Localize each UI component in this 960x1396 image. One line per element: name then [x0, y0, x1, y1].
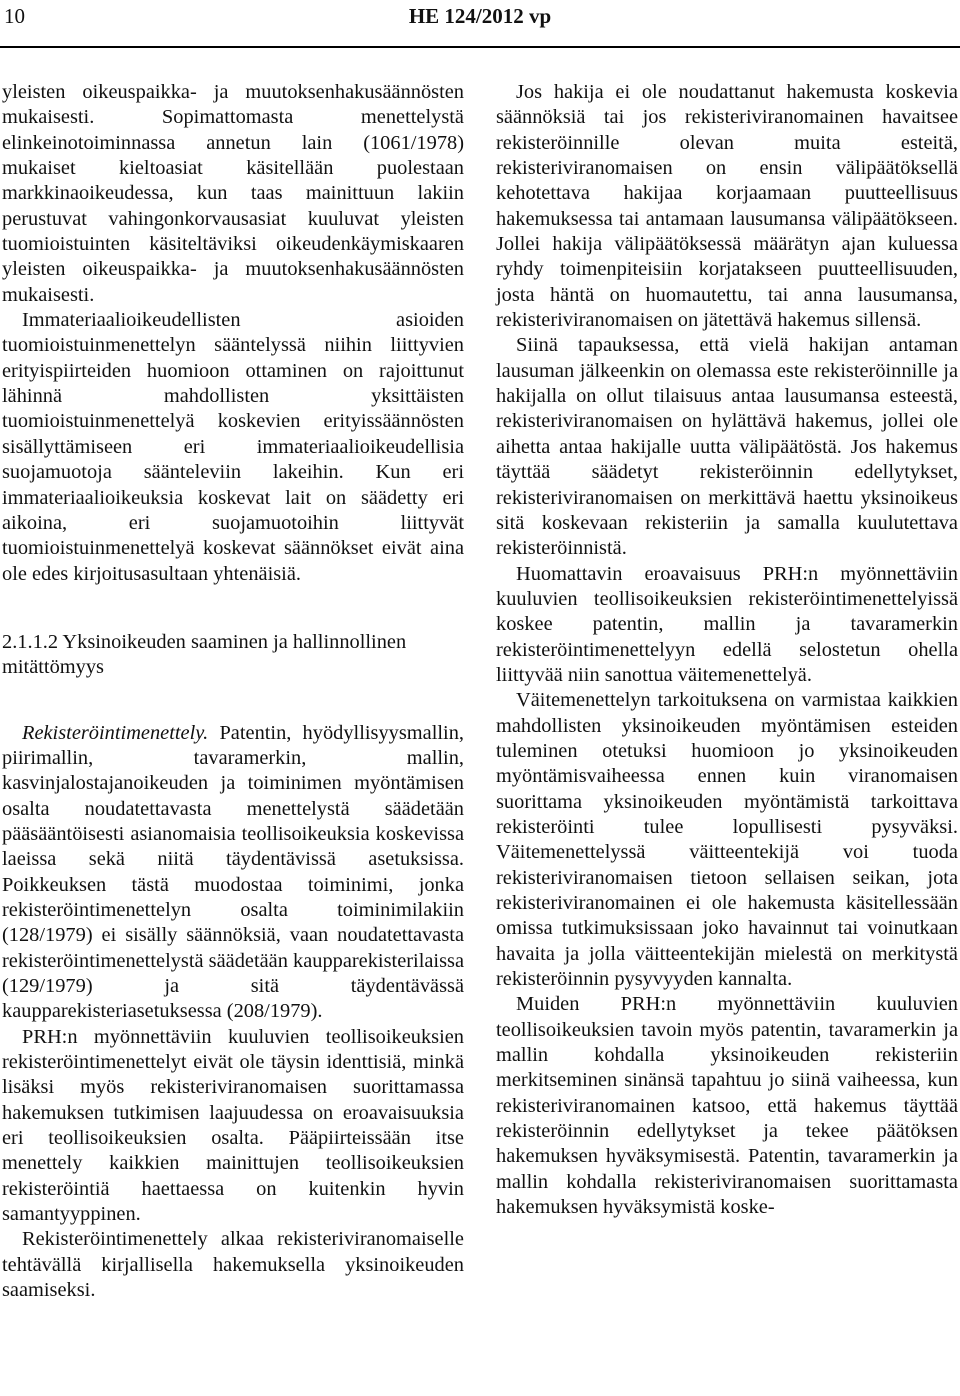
section-heading: 2.1.1.2 Yksinoikeuden saaminen ja hallinnollinen mitättömyys	[2, 630, 407, 679]
paragraph: Muiden PRH:n myönnettäviin kuuluvien teollisoikeuksien tavoin myös patentin, tavaramerkin ja mallin kohdalla yksinoikeuden rekisteriin merkitseminen sinänsä tapahtuu jo siinä vaiheessa, kun rekisteriviranomainen katsoo, että hakemus täyttää rekisteröinnin edellytykset ja tekee päätöksen hakemuksen hyväksymisestä. Patentin, tavaramerkin ja mallin kohdalla rekisteriviranomaisen suorittamasta hakemuksen hyväksymistä koske-	[496, 993, 958, 1219]
page-number: 10	[4, 4, 25, 28]
paragraph: Immateriaalioikeudellisten asioiden tuomioistuinmenettelyn sääntelyssä niihin liittyvien erityispiirteiden huomioon ottaminen on rajoittunut lähinnä mahdollisten yksittäisten tuomioistuinmenettelyä koskevien erityissäännösten sisällyttämiseen eri immateriaalioikeudellisia suojamuotoja säänteleviin lakeihin. Kun eri immateriaalioikeuksia koskevat lait on säädetty eri aikoina, eri suojamuotoihin liittyvät tuomioistuinmenettelyä koskevat säännökset eivät aina ole edes kirjoitusasultaan yhtenäisiä.	[2, 309, 464, 585]
paragraph-lead: Rekisteröintimenettely.	[22, 721, 209, 744]
header-rule	[0, 46, 960, 48]
paragraph: PRH:n myönnettäviin kuuluvien teollisoikeuksien rekisteröintimenettelyt eivät ole täysin identtisiä, minkä lisäksi myös rekisteriviranomaisen suorittamassa hakemuksen tutkimisen laajuudessa on eroavaisuuksia eri teollisoikeuksien osalta. Pääpiirteissään itse menettely kaikkien mainittujen teollisoikeuksien rekisteröintiä haettaessa on kuitenkin hyvin samantyyppinen.	[2, 1025, 464, 1226]
paragraph: Huomattavin eroavaisuus PRH:n myönnettäviin kuuluvien teollisoikeuksien rekisteröintimenettelyissä koskee patentin, mallin ja tavaramerkin rekisteröintimenettelyyn edellä selostetun ohella liittyvää niin sanottua väitemenettelyä.	[496, 562, 958, 686]
paragraph: Rekisteröintimenettely alkaa rekisteriviranomaiselle tehtävällä kirjallisella hakemuksella yksinoikeuden saamiseksi.	[2, 1228, 464, 1302]
right-column	[496, 80, 958, 1220]
paragraph: Väitemenettelyn tarkoituksena on varmistaa kaikkien mahdollisten yksinoikeuden myöntämisen esteiden tuleminen otetuksi huomioon jo yksinoikeuden myöntämisvaiheessa ennen kuin viranomaisen suorittama yksinoikeuden myöntämistä tarkoittava rekisteröinti tulee lopullisesti pysyväksi. Väitemenettelyssä väitteentekijä voi tuoda rekisteriviranomaisen tietoon sellaisen seikan, jota rekisteriviranomainen ei ole hakemusta käsitellessään omissa tutkimuksissaan joko havainnut tai voinutkaan havaita ja jolla väitteentekijän mielestä on merkitystä rekisteröinnin pysyvyyden kannalta.	[496, 689, 958, 991]
paragraph: Jos hakija ei ole noudattanut hakemusta koskevia säännöksiä tai jos rekisteriviranomainen havaitsee rekisteröinnille olevan muita esteitä, rekisteriviranomaisen on ensin välipäätöksellä kehotettava hakijaa korjaamaan puutteellisuus hakemuksessa tai antamaan lausumansa välipäätökseen. Jollei hakija välipäätöksessä määrätyn ajan kuluessa ryhdy toimenpiteisiin korjatakseen puutteellisuuden, josta häntä on huomautettu, tai anna lausumansa, rekisteriviranomaisen on jätettävä hakemus sillensä.	[496, 81, 958, 332]
left-column	[2, 80, 464, 1303]
paragraph	[2, 721, 464, 1025]
paragraph: Siinä tapauksessa, että vielä hakijan antaman lausuman jälkeenkin on olemassa este rekisteröinnille ja hakijalla on ollut tilaisuus antaa lausumansa esteestä, rekisteriviranomaisen on hylättävä hakemus, jollei ole aihetta antaa hakijalle uutta välipäätöstä. Jos hakemus täyttää säädetyt rekisteröinnin edellytykset, rekisteriviranomaisen on merkittävä haettu yksinoikeus sitä koskevaan rekisteriin ja samalla kuulutettava rekisteröinnistä.	[496, 334, 958, 560]
document-id: HE 124/2012 vp	[408, 4, 552, 28]
paragraph: yleisten oikeuspaikka- ja muutoksenhakusäännösten mukaisesti. Sopimattomasta menettelystä elinkeinotoiminnassa annetun lain (1061/1978) mukaiset kieltoasiat käsitellään puolestaan markkinaoikeudessa, kun taas mainittuun lakiin perustuvat vahingonkorvausasiat kuuluvat yleisten tuomioistuinten käsiteltäviksi oikeudenkäymiskaaren yleisten oikeuspaikka- ja muutoksenhakusäännösten mukaisesti.	[2, 81, 464, 306]
paragraph-body: Patentin, hyödyllisyysmallin, piirimallin, tavaramerkin, mallin, kasvinjalostajanoikeuden ja toiminimen myöntämisen osalta noudatettavasta menettelystä säädetään pääsääntöisesti asianomaisia teollisoikeuksia koskevissa laeissa sekä niitä täydentävissä asetuksissa. Poikkeuksen tästä muodostaa toiminimi, jonka rekisteröintimenettelyn osalta toiminimilakiin (128/1979) ei sisälly säännöksiä, vaan noudatettavasta rekisteröintimenettelystä säädetään kaupparekisterilaissa (129/1979) ja sitä täydentävässä kaupparekisteriasetuksessa (208/1979).	[2, 721, 465, 1023]
